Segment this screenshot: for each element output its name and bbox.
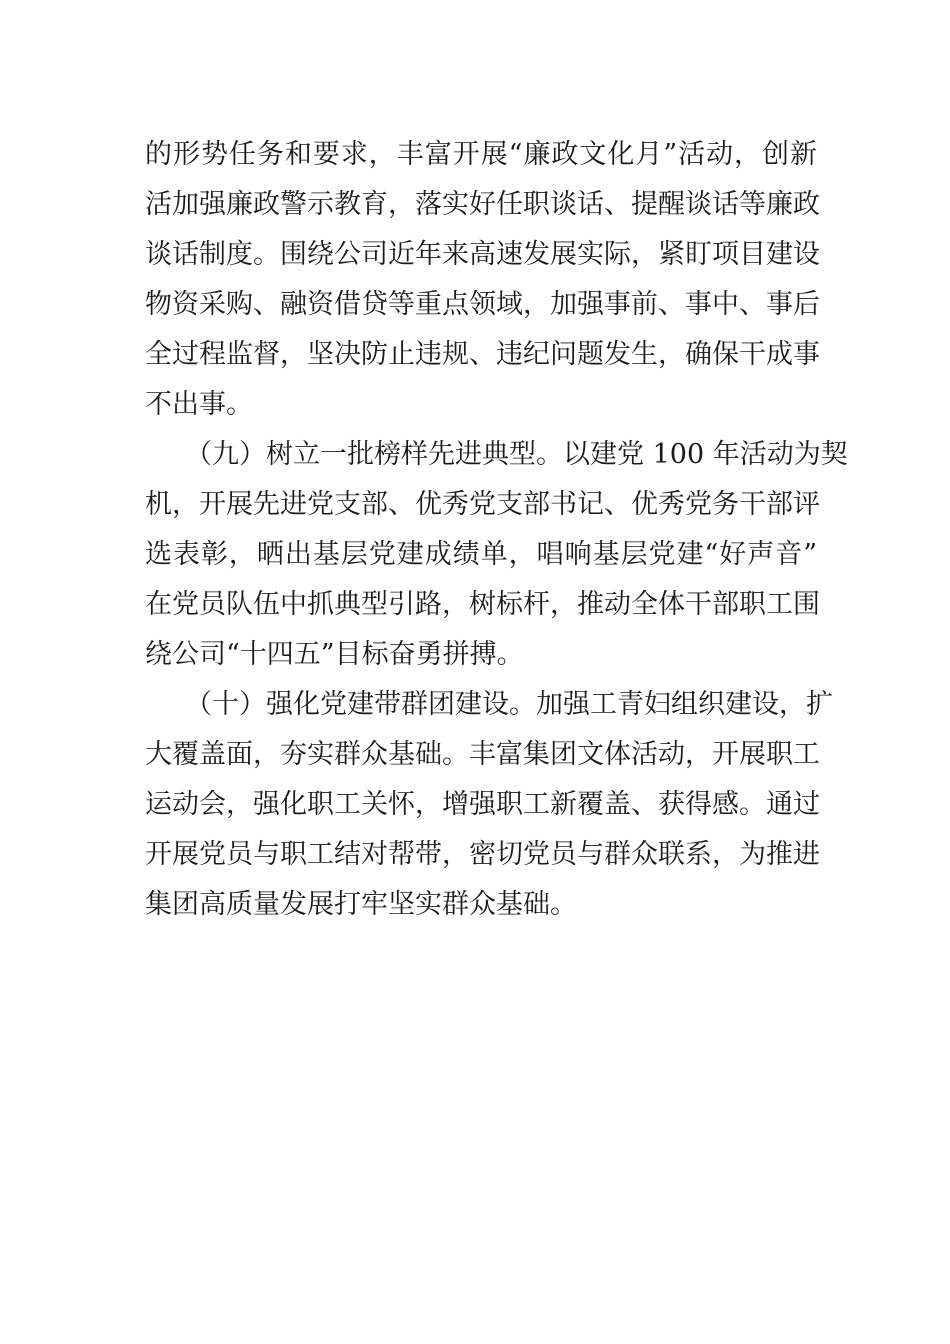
text-line: 机，开展先进党支部、优秀党支部书记、优秀党务干部评 bbox=[145, 489, 820, 520]
text-line: 运动会，强化职工关怀，增强职工新覆盖、获得感。通过 bbox=[145, 789, 820, 820]
document-body bbox=[145, 130, 848, 930]
text-line: 绕公司“十四五”目标奋勇拼搏。 bbox=[145, 639, 524, 670]
text-line: 集团高质量发展打牢坚实群众基础。 bbox=[145, 889, 577, 920]
text-line: 不出事。 bbox=[145, 389, 253, 420]
text-line: 的形势任务和要求，丰富开展“廉政文化月”活动，创新 bbox=[145, 139, 817, 170]
text-line: 开展党员与职工结对帮带，密切党员与群众联系，为推进 bbox=[145, 839, 820, 870]
text-line: 谈话制度。围绕公司近年来高速发展实际，紧盯项目建设 bbox=[145, 239, 820, 270]
paragraph-discipline bbox=[145, 130, 820, 430]
text-line: 选表彰，晒出基层党建成绩单，唱响基层党建“好声音” bbox=[145, 539, 817, 570]
text-line: （九）树立一批榜样先进典型。以建党 100 年活动为契 bbox=[185, 439, 848, 470]
text-line: （十）强化党建带群团建设。加强工青妇组织建设，扩 bbox=[185, 689, 833, 720]
paragraph-mass-organizations bbox=[145, 680, 833, 930]
text-line: 全过程监督，坚决防止违规、违纪问题发生，确保干成事 bbox=[145, 339, 820, 370]
text-line: 活加强廉政警示教育，落实好任职谈话、提醒谈话等廉政 bbox=[145, 189, 820, 220]
paragraph-role-models bbox=[145, 430, 848, 680]
text-line: 在党员队伍中抓典型引路，树标杆，推动全体干部职工围 bbox=[145, 589, 820, 620]
text-line: 物资采购、融资借贷等重点领域，加强事前、事中、事后 bbox=[145, 289, 820, 320]
text-line: 大覆盖面，夯实群众基础。丰富集团文体活动，开展职工 bbox=[145, 739, 820, 770]
